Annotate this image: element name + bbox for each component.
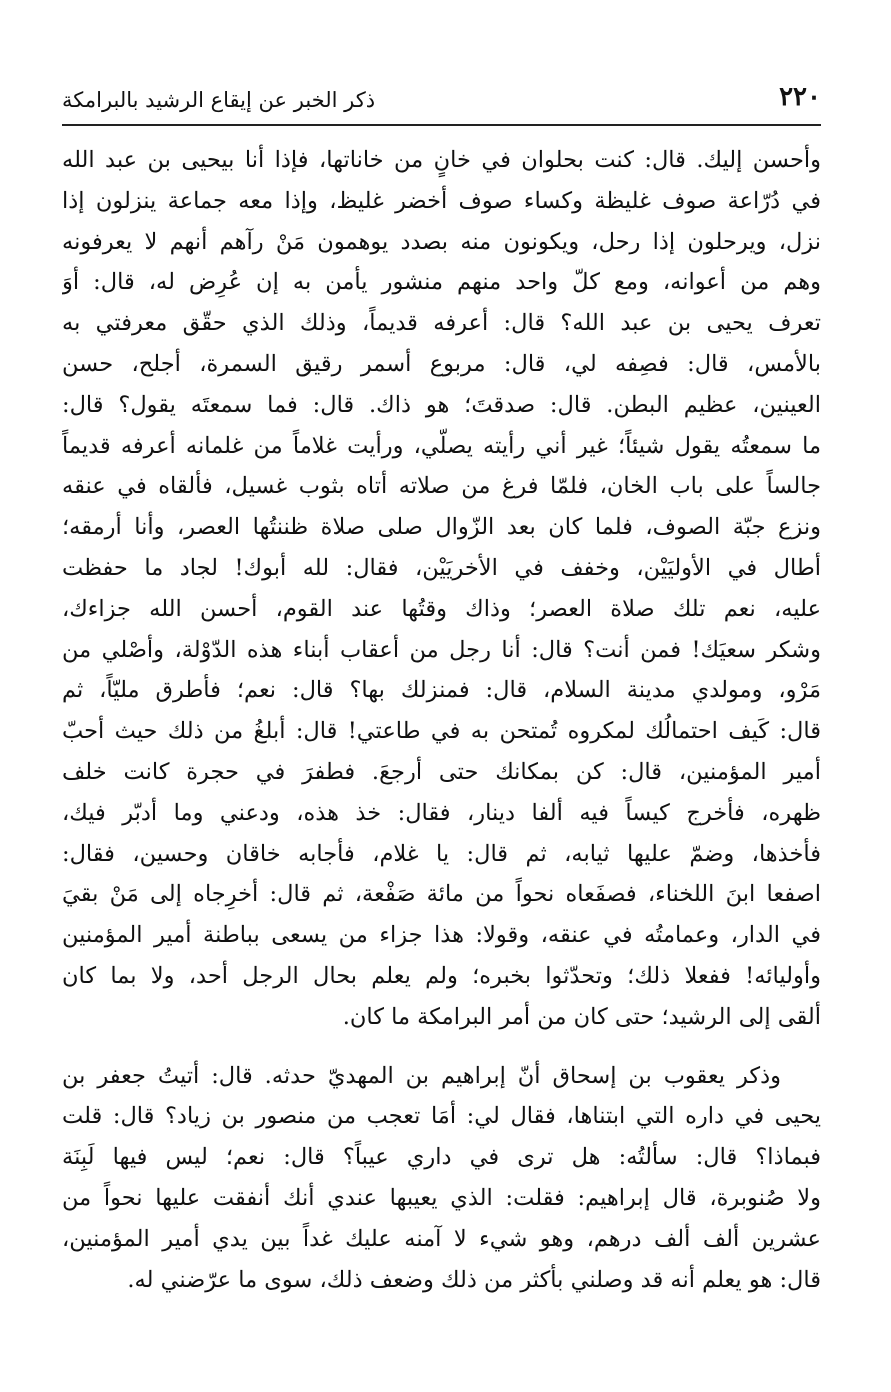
text-line: ولا صُنوبرة، قال إبراهيم: فقلت: الذي يعيبها عندي أنك أنفقت عليها نحواً من bbox=[62, 1184, 821, 1211]
text-line: وذكر يعقوب بن إسحاق أنّ إبراهيم بن المهديّ حدثه. قال: أتيتُ جعفر بن bbox=[62, 1062, 781, 1089]
body-text bbox=[62, 140, 821, 1300]
text-line: ظهره، فأخرج كيساً فيه ألفا دينار، فقال: خذ هذه، ودعني وما أدبّر فيك، bbox=[62, 799, 821, 826]
text-line: اصفعا ابنَ اللخناء، فصفَعاه نحواً من مائة صَفْعة، ثم قال: أخرِجاه إلى مَنْ بقيَ bbox=[62, 881, 821, 908]
text-line: قال: هو يعلم أنه قد وصلني بأكثر من ذلك وضعف ذلك، سوى ما عرّضني له. bbox=[127, 1266, 821, 1293]
page-header bbox=[62, 76, 821, 120]
text-line: جالساً على باب الخان، فلمّا فرغ من صلاته أتاه بثوب غسيل، فألقاه في عنقه bbox=[62, 473, 821, 500]
text-line: مَرْو، ومولدي مدينة السلام، قال: فمنزلك بها؟ قال: نعم؛ فأطرق مليّاً، ثم bbox=[62, 677, 821, 704]
text-line: وأوليائه! ففعلا ذلك؛ وتحدّثوا بخبره؛ ولم يعلم بحال الرجل أحد، ولا بما كان bbox=[62, 962, 821, 989]
text-line: وأحسن إليك. قال: كنت بحلوان في خانٍ من خاناتها، فإذا أنا بيحيى بن عبد الله bbox=[62, 147, 821, 173]
paragraph-1 bbox=[62, 140, 821, 1038]
text-line: العينين، عظيم البطن. قال: صدقتَ؛ هو ذاك. قال: فما سمعتَه يقول؟ قال: bbox=[62, 391, 821, 418]
text-line: في دُرّاعة صوف غليظة وكساء صوف أخضر غليظ، وإذا معه جماعة ينزلون إذا bbox=[62, 187, 821, 214]
text-line: تعرف يحيى بن عبد الله؟ قال: أعرفه قديماً، وذلك الذي حقّق معرفتي به bbox=[62, 310, 821, 337]
page-number: ٢٢٠ bbox=[779, 82, 821, 112]
text-line: عشرين ألف ألف درهم، وهو شيء لا آمنه عليك غداً بين يدي أمير المؤمنين، bbox=[62, 1225, 821, 1252]
text-line: وشكر سعيَك! فمن أنت؟ قال: أنا رجل من أعقاب أبناء هذه الدّوْلة، وأصْلي من bbox=[62, 636, 821, 663]
text-line: ألقى إلى الرشيد؛ حتى كان من أمر البرامكة ما كان. bbox=[342, 1003, 821, 1030]
paragraph-2 bbox=[62, 1056, 821, 1301]
text-line: عليه، نعم تلك صلاة العصر؛ وذاك وقتُها عند القوم، أحسن الله جزاءك، bbox=[62, 595, 821, 622]
text-line: فأخذها، وضمّ عليها ثيابه، ثم قال: يا غلام، فأجابه خاقان وحسين، فقال: bbox=[62, 840, 821, 867]
text-line: ما سمعتُه يقول شيئاً؛ غير أني رأيته يصلّي، ورأيت غلاماً من غلمانه أعرفه قديماً bbox=[62, 432, 821, 459]
text-line: أمير المؤمنين، قال: كن بمكانك حتى أرجعَ. فطفرَ في حجرة كانت خلف bbox=[62, 758, 821, 785]
text-line: قال: كَيف احتمالُك لمكروه تُمتحن به في طاعتي! قال: أبلغُ من ذلك حيث أحبّ bbox=[62, 718, 821, 745]
text-line: وهم من أعوانه، ومع كلّ واحد منهم منشور يأمن به إن عُرِض له، قال: أوَ bbox=[62, 269, 821, 296]
text-line: يحيى في داره التي ابتناها، فقال لي: أمَا تعجب من منصور بن زياد؟ قال: قلت bbox=[62, 1103, 821, 1130]
text-line: ونزع جبّة الصوف، فلما كان بعد الزّوال صلى صلاة ظننتُها العصر، وأنا أرمقه؛ bbox=[62, 514, 821, 541]
text-line: أطال في الأوليَيْن، وخفف في الأخريَيْن، فقال: لله أبوك! لجاد ما حفظت bbox=[62, 554, 821, 581]
text-line: في الدار، وعمامتُه في عنقه، وقولا: هذا جزاء من يسعى بباطنة أمير المؤمنين bbox=[62, 922, 821, 949]
text-line: فبماذا؟ قال: سألتُه: هل ترى في داري عيباً؟ قال: نعم؛ ليس فيها لَبِنَة bbox=[62, 1144, 821, 1171]
header-divider bbox=[62, 124, 821, 126]
paragraph-spacer bbox=[62, 1038, 821, 1056]
text-line: نزل، ويرحلون إذا رحل، ويكونون منه بصدد يوهمون مَنْ رآهم أنهم لا يعرفونه bbox=[62, 228, 821, 255]
text-line: بالأمس، قال: فصِفه لي، قال: مربوع أسمر رقيق السمرة، أجلح، حسن bbox=[62, 350, 821, 377]
running-title: ذكر الخبر عن إيقاع الرشيد بالبرامكة bbox=[62, 88, 376, 112]
